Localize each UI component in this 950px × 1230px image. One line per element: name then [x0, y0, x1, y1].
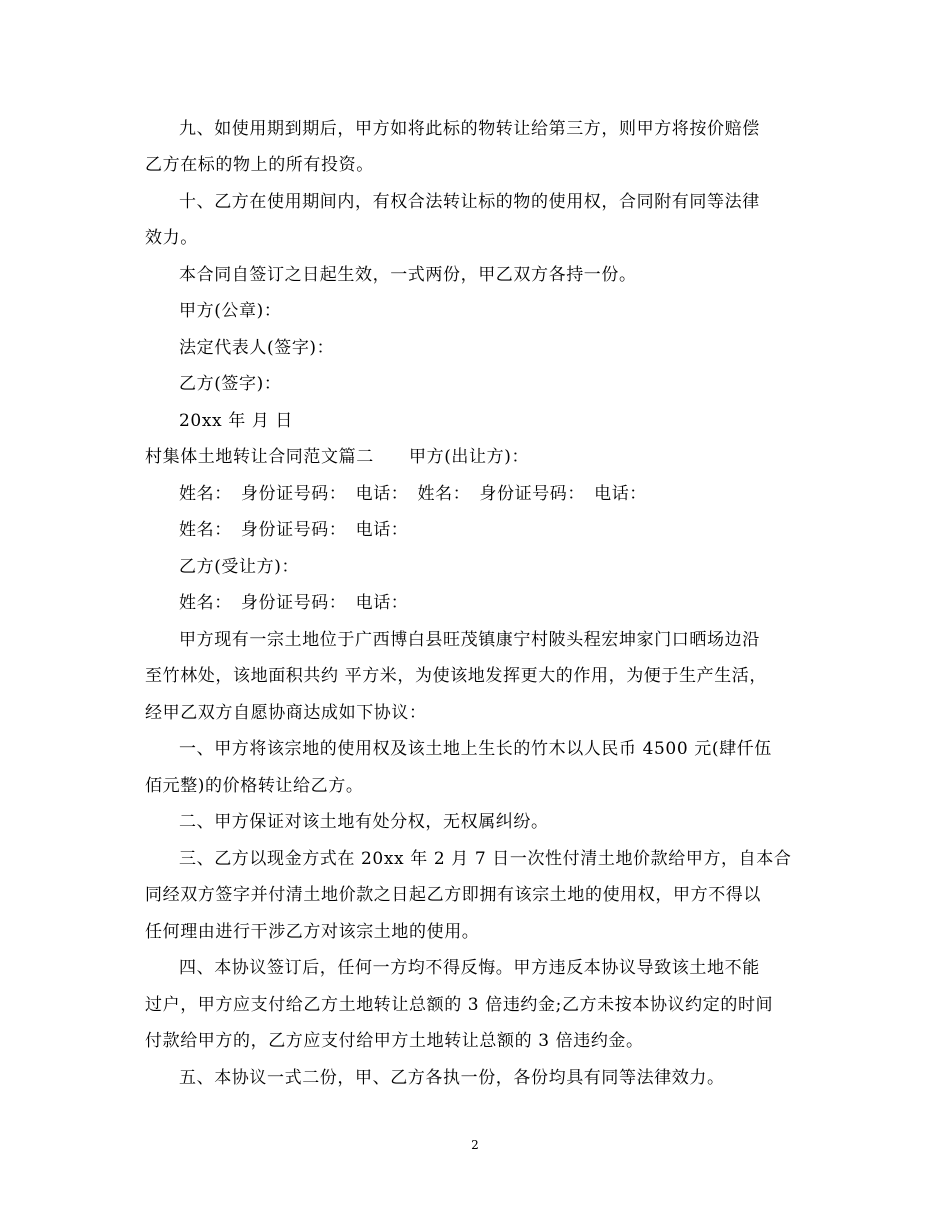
section-heading: 村集体土地转让合同范文篇二 甲方(出让方)：: [145, 447, 530, 467]
signature-line-party-b: 乙方(签字)：: [179, 374, 282, 394]
paragraph-line: 效力。: [145, 228, 198, 248]
paragraph-line: 本合同自签订之日起生效，一式两份，甲乙双方各持一份。: [179, 265, 637, 285]
paragraph-line: 二、甲方保证对该土地有处分权，无权属纠纷。: [179, 812, 549, 832]
party-info-line: 姓名： 身份证号码： 电话：: [179, 520, 409, 540]
paragraph-line: 甲方现有一宗土地位于广西博白县旺茂镇康宁村陂头程宏坤家门口晒场边沿: [179, 630, 760, 650]
paragraph-line: 付款给甲方的，乙方应支付给甲方土地转让总额的 3 倍违约金。: [145, 1031, 644, 1051]
paragraph-line: 经甲乙双方自愿协商达成如下协议：: [145, 703, 427, 723]
party-b-label: 乙方(受让方)：: [179, 557, 300, 577]
paragraph-line: 九、如使用期到期后，甲方如将此标的物转让给第三方，则甲方将按价赔偿: [179, 119, 760, 139]
paragraph-line: 十、乙方在使用期间内，有权合法转让标的物的使用权，合同附有同等法律: [179, 192, 760, 212]
paragraph-line: 五、本协议一式二份，甲、乙方各执一份，各份均具有同等法律效力。: [179, 1068, 725, 1088]
paragraph-line: 同经双方签字并付清土地价款之日起乙方即拥有该宗土地的使用权，甲方不得以: [145, 885, 761, 905]
paragraph-line: 乙方在标的物上的所有投资。: [145, 155, 374, 175]
party-info-line: 姓名： 身份证号码： 电话： 姓名： 身份证号码： 电话：: [179, 484, 647, 504]
date-line: 20xx 年 月 日: [179, 411, 294, 431]
page-number: 2: [471, 1138, 479, 1152]
paragraph-line: 至竹林处，该地面积共约 平方米，为使该地发挥更大的作用，为便于生产生活，: [145, 666, 768, 686]
paragraph-line: 四、本协议签订后，任何一方均不得反悔。甲方违反本协议导致该土地不能: [179, 958, 760, 978]
paragraph-line: 佰元整)的价格转让给乙方。: [145, 776, 364, 796]
signature-line-party-a: 甲方(公章)：: [179, 301, 282, 321]
paragraph-line: 过户，甲方应支付给乙方土地转让总额的 3 倍违约金;乙方未按本协议约定的时间: [145, 995, 774, 1015]
paragraph-line: 任何理由进行干涉乙方对该宗土地的使用。: [145, 922, 480, 942]
party-info-line: 姓名： 身份证号码： 电话：: [179, 593, 409, 613]
signature-line-legal-rep: 法定代表人(签字)：: [179, 338, 335, 358]
paragraph-line: 三、乙方以现金方式在 20xx 年 2 月 7 日一次性付清土地价款给甲方，自本合: [179, 849, 792, 869]
paragraph-line: 一、甲方将该宗地的使用权及该土地上生长的竹木以人民币 4500 元(肆仟伍: [179, 739, 772, 759]
